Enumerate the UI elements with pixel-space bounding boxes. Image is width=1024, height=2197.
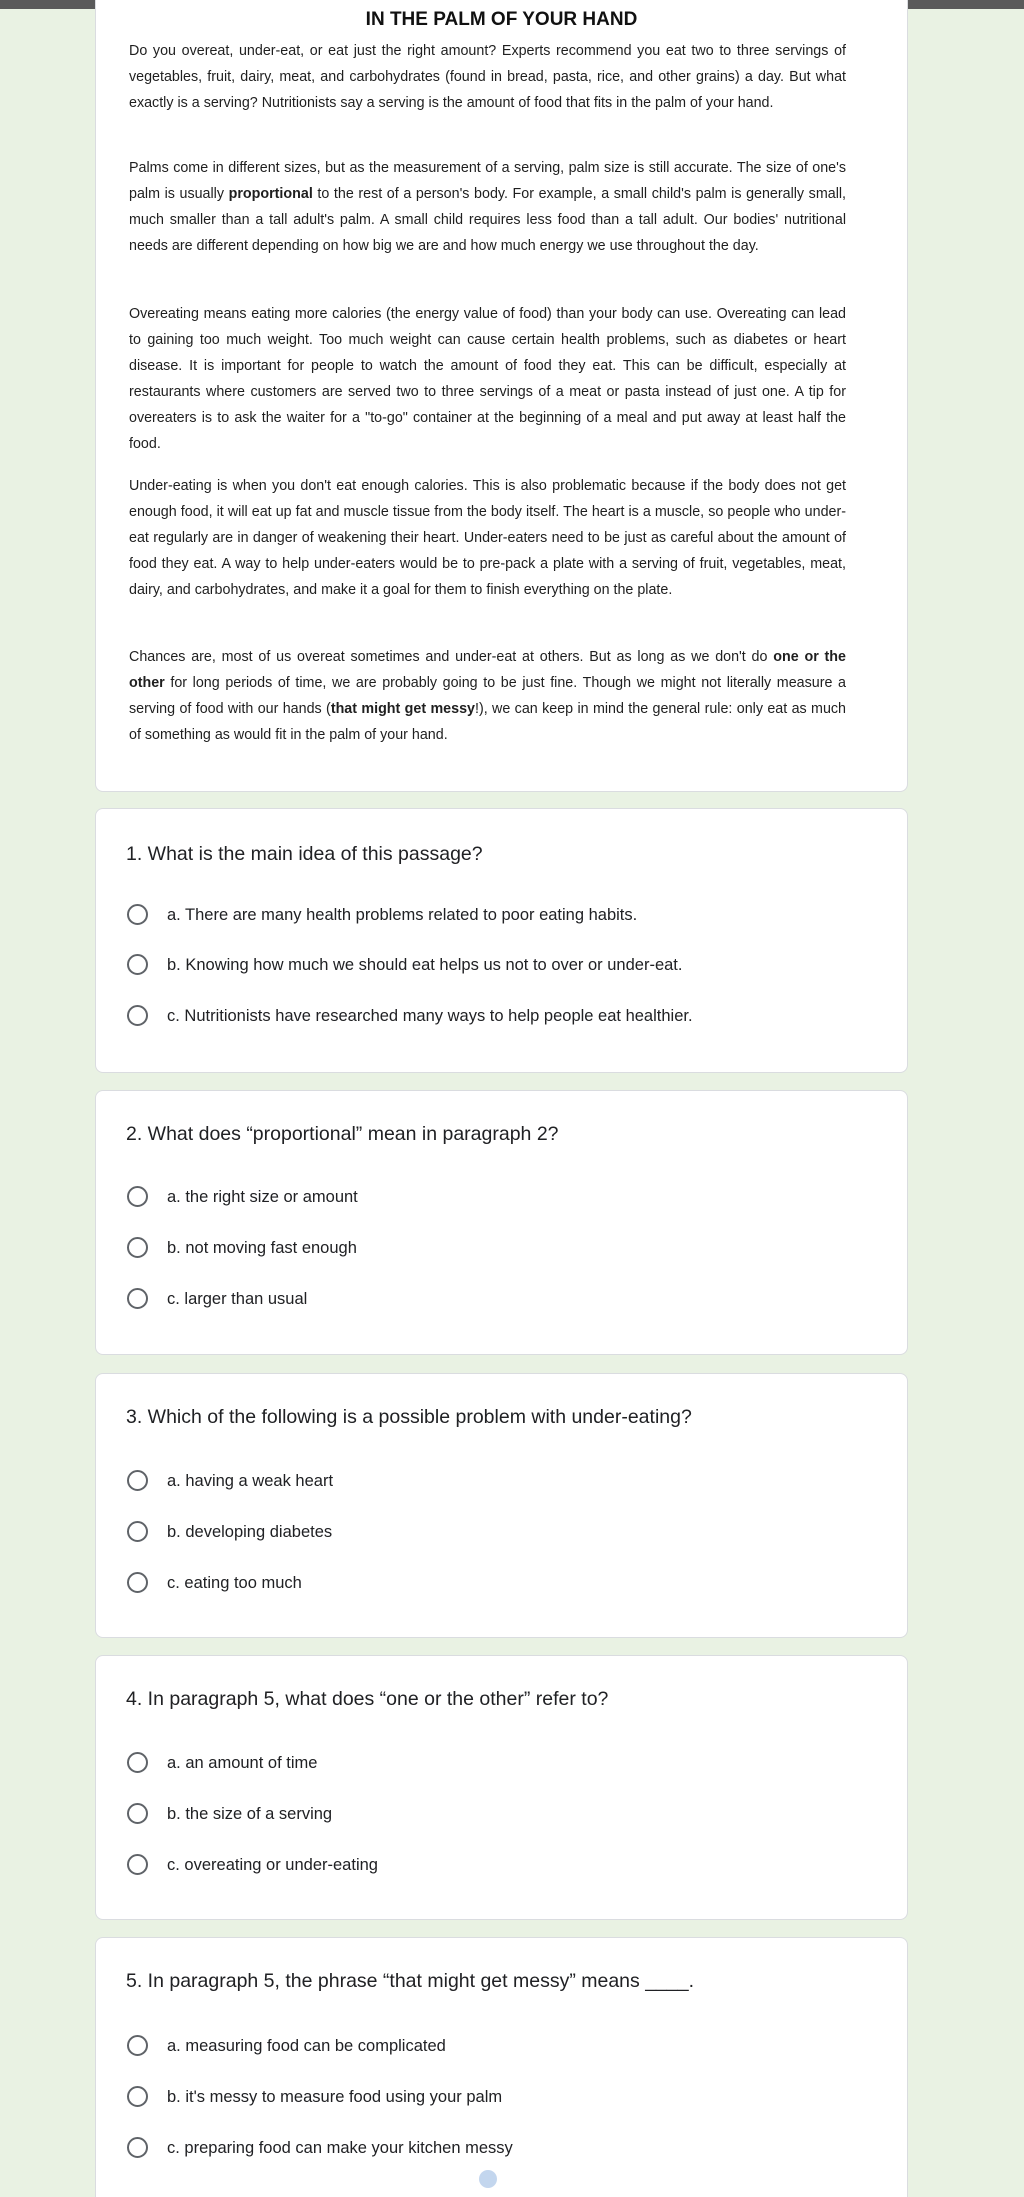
radio-button[interactable]	[127, 1288, 148, 1309]
scroll-indicator[interactable]	[479, 2170, 497, 2188]
question-title: 1. What is the main idea of this passage?	[126, 843, 483, 865]
option-label: a. an amount of time	[167, 1754, 318, 1772]
radio-button[interactable]	[127, 904, 148, 925]
paragraph-3: Overeating means eating more calories (the energy value of food) than your body can use. Overeating can lead to gaining too much weight. Too much weight can cause certain health problems, such as diabetes or heart disease. It is important for people to watch the amount of food they eat. This can be difficult, especially at restaurants where customers are served two to three servings of a meat or pasta instead of just one. A tip for overeaters is to ask the waiter for a "to-go" container at the beginning of a meal and put away at least half the food.	[129, 306, 846, 452]
question-card-1	[95, 808, 908, 1073]
option-label: c. larger than usual	[167, 1290, 308, 1308]
radio-button[interactable]	[127, 2035, 148, 2056]
option-label: c. overeating or under-eating	[167, 1856, 378, 1874]
option-4b[interactable]	[127, 1801, 867, 1829]
option-label: b. the size of a serving	[167, 1805, 333, 1823]
question-title: 5. In paragraph 5, the phrase “that might get messy” means ____.	[126, 1970, 694, 1992]
paragraph-1: Do you overeat, under-eat, or eat just the right amount? Experts recommend you eat two to three servings of vegetables, fruit, dairy, meat, and carbohydrates (found in bread, pasta, rice, and other grains) a day. But what exactly is a serving? Nutritionists say a serving is the amount of food that fits in the palm of your hand.	[129, 43, 846, 111]
option-label: a. the right size or amount	[167, 1188, 358, 1206]
radio-button[interactable]	[127, 1854, 148, 1875]
option-3b[interactable]	[127, 1519, 867, 1547]
option-5b[interactable]	[127, 2084, 867, 2112]
option-label: b. Knowing how much we should eat helps us not to over or under-eat.	[167, 956, 683, 974]
paragraph-4: Under-eating is when you don't eat enough calories. This is also problematic because if the body does not get enough food, it will eat up fat and muscle tissue from the body itself. The heart is a muscle, so people who under-eat regularly are in danger of weakening their heart. Under-eaters need to be just as careful about the amount of food they eat. A way to help under-eaters would be to pre-pack a plate with a serving of fruit, vegetables, meat, dairy, and carbohydrates, and make it a goal for them to finish everything on the plate.	[129, 478, 846, 598]
radio-button[interactable]	[127, 1752, 148, 1773]
option-2b[interactable]	[127, 1235, 867, 1263]
option-label: a. having a weak heart	[167, 1472, 334, 1490]
option-label: b. developing diabetes	[167, 1523, 333, 1541]
option-3a[interactable]	[127, 1468, 867, 1496]
option-label: b. not moving fast enough	[167, 1239, 357, 1257]
option-2a[interactable]	[127, 1184, 867, 1212]
radio-button[interactable]	[127, 1186, 148, 1207]
question-card-2	[95, 1090, 908, 1355]
option-5a[interactable]	[127, 2033, 867, 2061]
option-label: c. eating too much	[167, 1574, 302, 1592]
question-card-4	[95, 1655, 908, 1920]
option-4c[interactable]	[127, 1852, 867, 1880]
radio-button[interactable]	[127, 1572, 148, 1593]
question-title: 3. Which of the following is a possible problem with under-eating?	[126, 1406, 692, 1428]
option-label: c. Nutritionists have researched many ways to help people eat healthier.	[167, 1007, 693, 1025]
option-1c[interactable]	[127, 1003, 867, 1031]
radio-button[interactable]	[127, 954, 148, 975]
passage-title: IN THE PALM OF YOUR HAND	[365, 9, 638, 30]
option-label: c. preparing food can make your kitchen messy	[167, 2139, 513, 2157]
passage-card	[95, 0, 908, 792]
paragraph-5: Chances are, most of us overeat sometimes and under-eat at others. But as long as we don't do one or the other for long periods of time, we are probably going to be just fine. Though we might not literally measure a serving of food with our hands (that might get messy!), we can keep in mind the general rule: only eat as much of something as would fit in the palm of your hand.	[129, 649, 847, 743]
paragraph-2: Palms come in different sizes, but as the measurement of a serving, palm size is still accurate. The size of one's palm is usually proportional to the rest of a person's body. For example, a small child's palm is generally small, much smaller than a tall adult's palm. A small child requires less food than a tall adult. Our bodies' nutritional needs are different depending on how big we are and how much energy we use throughout the day.	[129, 160, 847, 254]
question-card-5	[95, 1937, 908, 2197]
question-title: 4. In paragraph 5, what does “one or the other” refer to?	[126, 1688, 609, 1710]
radio-button[interactable]	[127, 1237, 148, 1258]
radio-button[interactable]	[127, 1521, 148, 1542]
option-5c[interactable]	[127, 2135, 867, 2163]
option-1a[interactable]	[127, 902, 867, 930]
question-card-3	[95, 1373, 908, 1638]
radio-button[interactable]	[127, 1470, 148, 1491]
question-title: 2. What does “proportional” mean in paragraph 2?	[126, 1123, 559, 1145]
option-label: a. There are many health problems related to poor eating habits.	[167, 906, 638, 924]
option-4a[interactable]	[127, 1750, 867, 1778]
option-label: b. it's messy to measure food using your palm	[167, 2088, 503, 2106]
option-label: a. measuring food can be complicated	[167, 2037, 446, 2055]
radio-button[interactable]	[127, 1803, 148, 1824]
option-3c[interactable]	[127, 1570, 867, 1598]
radio-button[interactable]	[127, 2137, 148, 2158]
radio-button[interactable]	[127, 1005, 148, 1026]
option-2c[interactable]	[127, 1286, 867, 1314]
radio-button[interactable]	[127, 2086, 148, 2107]
option-1b[interactable]	[127, 952, 867, 980]
